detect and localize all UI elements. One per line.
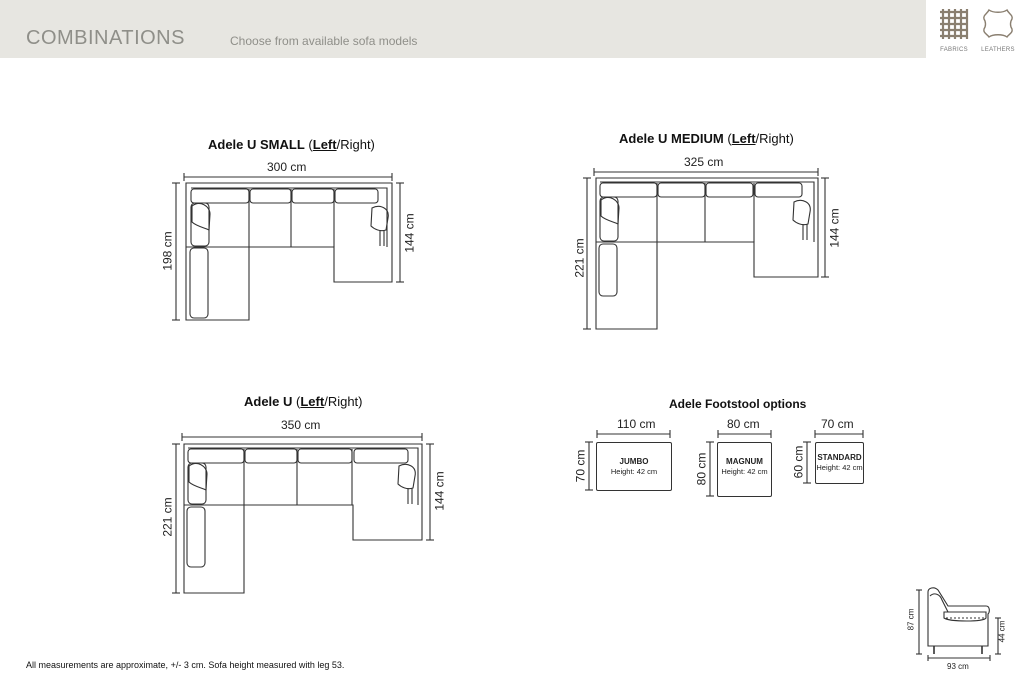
dim-depth: 221 cm bbox=[572, 238, 587, 278]
footer-note: All measurements are approximate, +/- 3 cm. Sofa height measured with leg 53. bbox=[26, 660, 345, 670]
profile-depth: 93 cm bbox=[947, 662, 969, 671]
page-subtitle: Choose from available sofa models bbox=[230, 34, 418, 48]
footstool-height: Height: 42 cm bbox=[721, 467, 768, 476]
dim-side: 144 cm bbox=[827, 208, 842, 248]
dim-width: 325 cm bbox=[684, 155, 724, 169]
footstool-name: MAGNUM bbox=[726, 457, 763, 466]
footstool-standard[interactable] bbox=[815, 442, 864, 484]
leathers-label: LEATHERS bbox=[981, 47, 1015, 53]
footstool-jumbo[interactable] bbox=[596, 442, 672, 491]
right-option[interactable]: /Right) bbox=[755, 131, 794, 146]
footstool-heading: Adele Footstool options bbox=[669, 397, 807, 411]
profile-height: 87 cm bbox=[906, 608, 916, 631]
footstool-name: STANDARD bbox=[817, 453, 862, 462]
dim-side: 144 cm bbox=[432, 471, 447, 511]
footstool-name: JUMBO bbox=[619, 457, 649, 466]
dim-width: 80 cm bbox=[727, 417, 760, 431]
left-option[interactable]: Left bbox=[300, 394, 325, 409]
dim-depth: 198 cm bbox=[160, 231, 175, 271]
fabrics-label: FABRICS bbox=[940, 47, 968, 53]
sofa-u-drawing bbox=[172, 433, 434, 593]
left-option[interactable]: Left bbox=[312, 137, 337, 152]
dim-depth: 60 cm bbox=[791, 445, 806, 479]
sofa-medium-drawing bbox=[583, 168, 829, 329]
model-title-medium: Adele U MEDIUM (Left/Right) bbox=[619, 131, 794, 146]
dim-depth: 221 cm bbox=[160, 497, 175, 537]
footstool-height: Height: 42 cm bbox=[610, 467, 658, 476]
profile-seat-height: 44 cm bbox=[997, 620, 1007, 643]
model-name: Adele U MEDIUM bbox=[619, 131, 724, 146]
side-profile-drawing bbox=[916, 588, 1001, 661]
right-option[interactable]: /Right) bbox=[336, 137, 375, 152]
dim-depth: 70 cm bbox=[573, 449, 588, 483]
model-name: Adele U SMALL bbox=[208, 137, 305, 152]
sofa-small-drawing bbox=[172, 173, 404, 320]
footstool-magnum[interactable] bbox=[717, 442, 772, 497]
dim-width: 70 cm bbox=[821, 417, 854, 431]
page-title: COMBINATIONS bbox=[26, 27, 185, 49]
model-title-u: Adele U (Left/Right) bbox=[244, 394, 363, 409]
dim-width: 110 cm bbox=[617, 417, 656, 431]
model-name: Adele U bbox=[244, 394, 293, 409]
right-option[interactable]: /Right) bbox=[324, 394, 363, 409]
left-option[interactable]: Left bbox=[731, 131, 756, 146]
footstool-height: Height: 42 cm bbox=[816, 463, 863, 472]
dim-width: 300 cm bbox=[267, 160, 307, 174]
model-title-small: Adele U SMALL (Left/Right) bbox=[208, 137, 375, 152]
dim-width: 350 cm bbox=[281, 418, 321, 432]
dim-depth: 80 cm bbox=[694, 452, 709, 486]
dim-side: 144 cm bbox=[402, 213, 417, 253]
